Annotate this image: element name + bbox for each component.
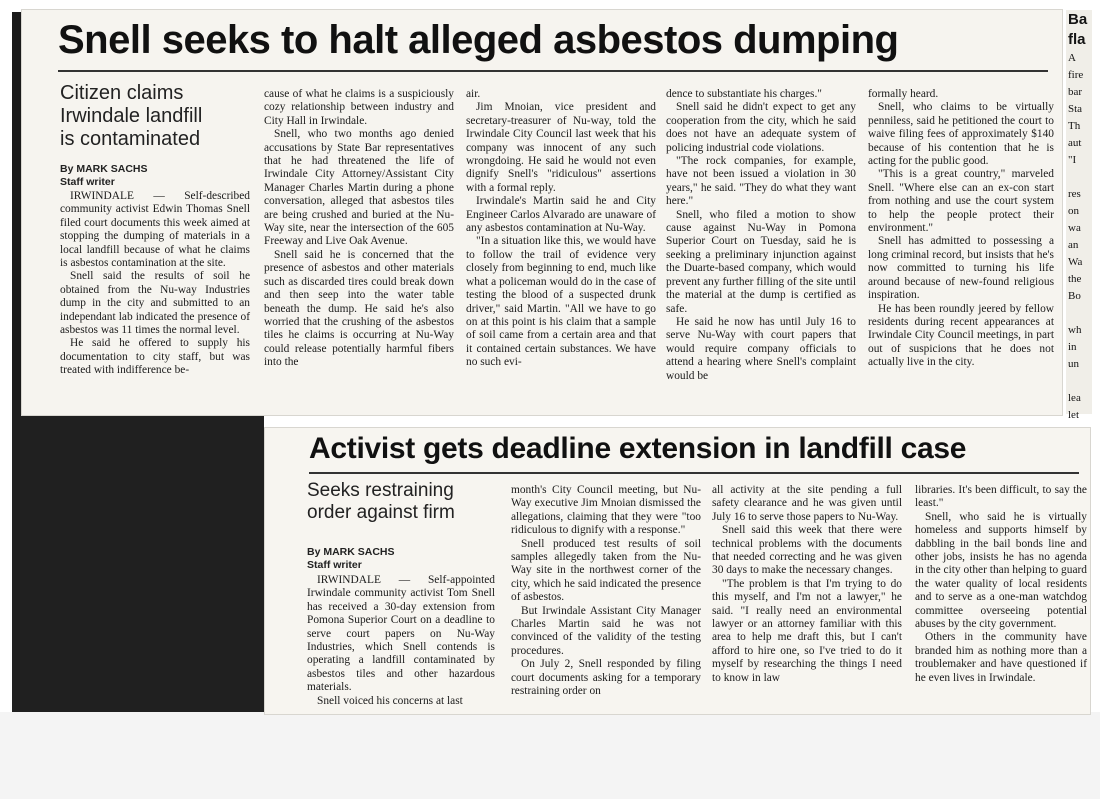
article1-column-2 bbox=[264, 88, 454, 412]
fragment-line: un bbox=[1068, 358, 1079, 370]
fragment-line: wa bbox=[1068, 222, 1081, 234]
article1-column-4 bbox=[666, 88, 856, 412]
paragraph: Snell said the results of soil he obtained from the Nu-way Industries dump in the city and submitted to an independant lab indicated the presence of asbestos was 11 times the normal level. bbox=[60, 270, 250, 337]
headline-rule bbox=[58, 70, 1048, 72]
paragraph: Snell, who said he is virtually homeless and supports himself by dabbling in the bail bonds line and other jobs, insists he has no agenda in the city other than helping to guard the water quality of local residents and to serve as a one-man watchdog committee overseeing potential abuses by the city government. bbox=[915, 510, 1087, 631]
paragraph: formally heard. bbox=[868, 88, 939, 100]
paragraph: air. bbox=[466, 88, 481, 100]
fragment-line: the bbox=[1068, 273, 1082, 285]
paragraph: "This is a great country," marveled Snell. "Where else can an ex-con start from nothing and use the court system to help the people protect their environment." bbox=[868, 168, 1054, 235]
paragraph: Snell produced test results of soil samples allegedly taken from the Nu-Way site in the northwest corner of the city, which he said indicated the presence of asbestos. bbox=[511, 537, 701, 604]
paragraph: On July 2, Snell responded by filing court documents asking for a temporary restraining order on bbox=[511, 658, 701, 698]
paragraph: He said he offered to supply his documentation to city staff, but was treated with indifference be- bbox=[60, 337, 250, 377]
fragment-line bbox=[1066, 305, 1092, 322]
byline-name: By MARK SACHS bbox=[60, 163, 148, 175]
fragment-line bbox=[1066, 169, 1092, 186]
fragment-line: in bbox=[1068, 341, 1077, 353]
paragraph: IRWINDALE — Self-described community activist Edwin Thomas Snell filed court documents this week aimed at stopping the dumping of materials in a local landfill because of what he claims is asbestos contamination at the site. bbox=[60, 190, 250, 270]
fragment-line: wh bbox=[1068, 324, 1082, 336]
paragraph: Irwindale's Martin said he and City Engineer Carlos Alvarado are unaware of any asbestos contamination at Nu-Way. bbox=[466, 195, 656, 235]
paragraph: month's City Council meeting, but Nu-Way executive Jim Mnoian dismissed the allegations, claiming that they were "too ridiculous to dignify with a response." bbox=[511, 484, 701, 537]
article1-headline: Snell seeks to halt alleged asbestos dumping bbox=[58, 18, 899, 62]
article2-subhead bbox=[307, 480, 507, 524]
paragraph: "The problem is that I'm trying to do this myself, and I'm not a lawyer," he said. "I really need an environmental lawyer or an attorney familiar with this area to help me draft this, but I can't afford to hire one, so I've tried to do it myself by researching the things I need to know in law bbox=[712, 577, 902, 684]
paragraph: all activity at the site pending a full safety clearance and he was given until July 16 to serve those papers to Nu-Way. bbox=[712, 484, 902, 523]
article1-column-1 bbox=[60, 190, 250, 412]
clipping-article-2 bbox=[265, 428, 1090, 714]
paragraph: "In a situation like this, we would have to follow the trail of evidence very closely from beginning to end, much like what a policeman would do in the case of testing the blood of a suspected drunk driver," said Martin. "All we have to go on at this point is his claim that a sample of soil came from a certain area and that it contained certain substances. We have no such evi- bbox=[466, 235, 656, 369]
fragment-line: on bbox=[1068, 205, 1079, 217]
headline-rule bbox=[309, 472, 1079, 474]
article2-column-3 bbox=[712, 484, 902, 712]
paragraph: Snell, who filed a motion to show cause against Nu-Way in Pomona Superior Court on Tuesday, said he is seeking a preliminary injunction against the Duarte-based company, which would prevent any further filling of the site until the material at the dump is certified as safe. bbox=[666, 208, 856, 315]
fragment-headline: fla bbox=[1068, 31, 1086, 48]
fragment-line: res bbox=[1068, 188, 1081, 200]
fragment-line: "I bbox=[1068, 154, 1077, 166]
article1-column-5 bbox=[868, 88, 1054, 412]
fragment-line: aut bbox=[1068, 137, 1082, 149]
paragraph: But Irwindale Assistant City Manager Charles Martin said he was not convinced of the validity of the testing procedures. bbox=[511, 604, 701, 657]
byline-title: Staff writer bbox=[60, 176, 115, 188]
paragraph: cause of what he claims is a suspiciously cozy relationship between industry and City Hall in Irwindale. bbox=[264, 88, 454, 127]
clipping-article-1 bbox=[22, 10, 1062, 415]
subhead-line: Irwindale landfill bbox=[60, 105, 203, 127]
article1-byline bbox=[60, 163, 148, 189]
subhead-line: order against firm bbox=[307, 502, 455, 523]
scanner-dark-area bbox=[12, 400, 264, 712]
paragraph: Jim Mnoian, vice president and secretary-treasurer of Nu-way, told the Irwindale City Council last week that his company was innocent of any such wrongdoing. He said he would not even dignify Snell's "ridiculous" assertions with a formal reply. bbox=[466, 101, 656, 194]
article2-column-1 bbox=[307, 574, 495, 712]
byline-name: By MARK SACHS bbox=[307, 546, 395, 558]
paragraph: Snell voiced his concerns at last bbox=[317, 694, 463, 707]
article2-column-4 bbox=[915, 484, 1087, 712]
paragraph: Snell, who two months ago denied accusations by State Bar representatives that he had threatened the life of Irwindale City Attorney/Assistant City Manager Charles Martin during a phone conversation, alleged that asbestos tiles are being crushed and buried at the Nu-Way site, near the intersection of the 605 Freeway and Live Oak Avenue. bbox=[264, 128, 454, 248]
paragraph: Others in the community have branded him as nothing more than a troublemaker and have questioned if he even lives in Irwindale. bbox=[915, 631, 1087, 684]
fragment-line: let bbox=[1068, 409, 1079, 421]
fragment-line: Bo bbox=[1068, 290, 1081, 302]
paragraph: "The rock companies, for example, have not been issued a violation in 30 years," he said. "They do what they want here." bbox=[666, 155, 856, 208]
fragment-line: Th bbox=[1068, 120, 1081, 132]
article2-column-2 bbox=[511, 484, 701, 712]
fragment-line: an bbox=[1068, 239, 1079, 251]
subhead-line: Citizen claims bbox=[60, 82, 184, 104]
fragment-line: Wa bbox=[1068, 256, 1083, 268]
fragment-line bbox=[1066, 373, 1092, 390]
fragment-line: lea bbox=[1068, 392, 1081, 404]
paragraph: He has been roundly jeered by fellow residents during recent appearances at Irwindale City Council meetings, in part out of suspicions that he does not actually live in the city. bbox=[868, 302, 1054, 369]
article1-subhead bbox=[60, 82, 260, 151]
paragraph: IRWINDALE — Self-appointed Irwindale community activist Tom Snell has received a 30-day extension from Pomona Superior Court on a deadline to serve court papers on Nu-Way Industries, which Snell contends is operating a landfill contaminated by asbestos tiles and other hazardous materials. bbox=[307, 574, 495, 694]
fragment-line: fire bbox=[1068, 69, 1084, 81]
paragraph: He said he now has until July 16 to serve Nu-Way with court papers that would require company officials to attend a hearing where Snell's complaint would be bbox=[666, 315, 856, 382]
paragraph: Snell said he is concerned that the presence of asbestos and other materials such as discarded tires could break down and then seep into the water table beneath the dump. He said he's also worried that the crushing of the asbestos tiles he claims is occurring at Nu-Way could release potentially harmful fibers into the bbox=[264, 248, 454, 369]
article1-column-3 bbox=[466, 88, 656, 412]
paragraph: dence to substantiate his charges." bbox=[666, 88, 822, 100]
article2-headline: Activist gets deadline extension in landfill case bbox=[309, 432, 967, 465]
subhead-line: is contaminated bbox=[60, 128, 201, 150]
fragment-line: bar bbox=[1068, 86, 1083, 98]
fragment-headline: Ba bbox=[1068, 11, 1088, 28]
paragraph: libraries. It's been difficult, to say the least." bbox=[915, 484, 1087, 510]
paragraph: Snell said he didn't expect to get any cooperation from the city, which he said does not have an adequate system of policing industrial code violations. bbox=[666, 101, 856, 154]
fragment-line: Sta bbox=[1068, 103, 1083, 115]
adjacent-clipping-fragment bbox=[1066, 10, 1092, 421]
byline-title: Staff writer bbox=[307, 559, 362, 571]
subhead-line: Seeks restraining bbox=[307, 480, 454, 501]
paragraph: Snell said this week that there were technical problems with the documents that needed correcting and he was given 30 days to make the necessary changes. bbox=[712, 524, 902, 577]
fragment-line: A bbox=[1068, 52, 1076, 64]
scan-bottom-margin bbox=[0, 712, 1100, 799]
article2-byline bbox=[307, 546, 395, 572]
paragraph: Snell has admitted to possessing a long criminal record, but insists that he's now committed to turning his life around because of new-found religious inspiration. bbox=[868, 235, 1054, 302]
paragraph: Snell, who claims to be virtually penniless, said he petitioned the court to waive filing fees of approximately $140 because of his contention that he is acting for the public good. bbox=[868, 101, 1054, 168]
